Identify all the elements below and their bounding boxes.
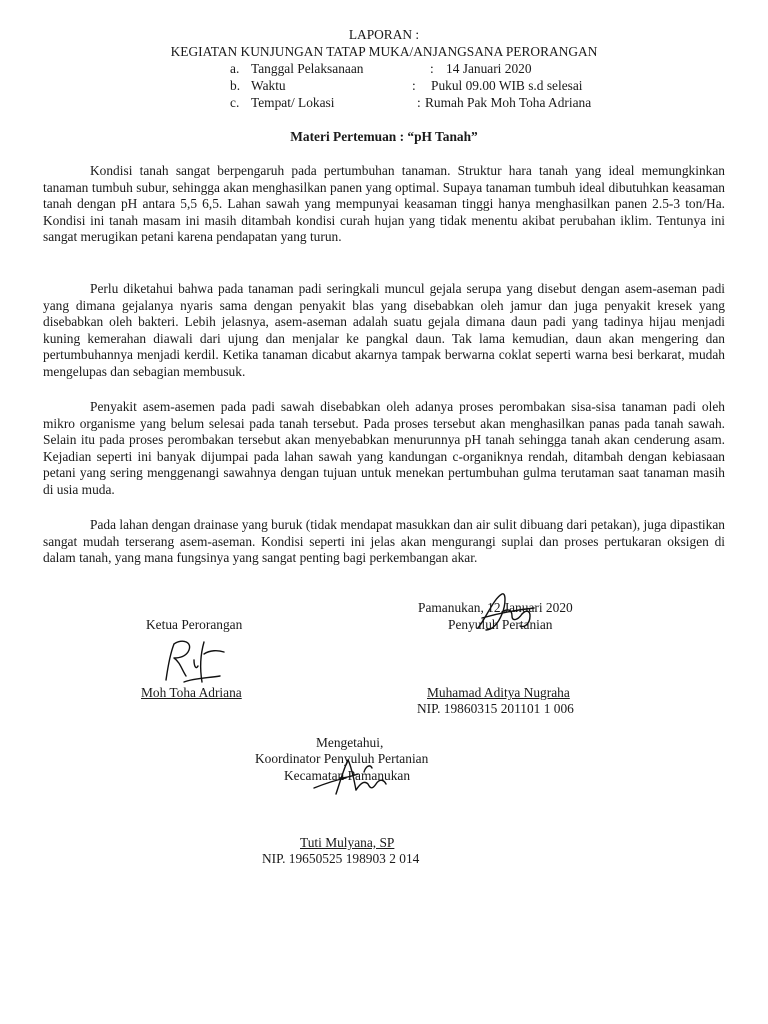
detail-separator: : — [430, 61, 434, 76]
detail-label: Tempat/ Lokasi — [251, 95, 335, 110]
left-signer-name: Moh Toha Adriana — [141, 685, 242, 700]
detail-value: Pukul 09.00 WIB s.d selesai — [431, 78, 583, 93]
detail-marker: c. — [230, 95, 240, 110]
coordinator-nip: NIP. 19650525 198903 2 014 — [262, 851, 420, 866]
detail-value: Rumah Pak Moh Toha Adriana — [425, 95, 592, 110]
right-signature-image — [472, 588, 538, 634]
detail-marker: b. — [230, 78, 241, 93]
right-signer-nip: NIP. 19860315 201101 1 006 — [417, 701, 574, 716]
report-title: LAPORAN : — [348, 27, 420, 42]
coordinator-office: Kecamatan Pamanukan — [284, 768, 411, 783]
body-paragraph: Pada lahan dengan drainase yang buruk (tidak mendapat masukkan dan air sulit dibuang dari petakan), juga dipastikan sangat mudah terserang asem-aseman. Kondisi seperti ini jelas akan mengurangi suplai dan proses pertukaran oksigen di dalam tanah, yang mana fungsinya yang sangat penting bagi perkembangan akar. — [43, 517, 725, 566]
detail-label: Tanggal Pelaksanaan — [251, 61, 364, 76]
report-subtitle: KEGIATAN KUNJUNGAN TATAP MUKA/ANJANGSANA PERORANGAN — [170, 44, 598, 59]
meeting-topic: Materi Pertemuan : “pH Tanah” — [290, 129, 478, 144]
body-paragraph: Perlu diketahui bahwa pada tanaman padi seringkali muncul gejala serupa yang disebut dengan asem-aseman padi yang dimana gejalanya nyaris sama dengan penyakit blas yang disebabkan oleh jamur dan juga penyakit kresek yang disebabkan oleh bakteri. Lebih jelasnya, asem-aseman adalah suatu gejala dimana daun padi yang tadinya hijau menjadi kuning kemerahan diawali dari ujung dan menjalar ke pangkal daun. Tak lama kemudian, daun akan mengering dan pertumbuhannya menjadi kerdil. Ketika tanaman dicabut akarnya tampak berwarna coklat seperti warna besi berkarat, mudah mengelupas dan sebagian membusuk. — [43, 281, 725, 379]
coordinator-signature-image — [310, 754, 390, 800]
right-signer-name: Muhamad Aditya Nugraha — [427, 685, 570, 700]
detail-label: Waktu — [251, 78, 286, 93]
left-signer-role: Ketua Perorangan — [146, 617, 243, 632]
body-paragraph: Penyakit asem-asemen pada padi sawah disebabkan oleh adanya proses perombakan sisa-sisa tanaman padi oleh mikro organisme yang belum selesai pada tanah tersebut. Pada proses tersebut akan menghasilkan panas pada tanah sawah. Selain itu pada proses perombakan tersebut akan menyebabkan menurunnya pH tanah sehingga tanah akan cenderung asam. Kejadian seperti ini banyak dijumpai pada lahan sawah yang kandungan c-organiknya rendah, ditambah dengan kebiasaan petani yang sering menggenangi sawahnya dengan tujuan untuk menekan pertumbuhan gulma terutaman saat tanaman masih di usia muda. — [43, 399, 725, 497]
right-signer-role: Penyuluh Pertanian — [448, 617, 553, 632]
coordinator-role: Koordinator Penyuluh Pertanian — [255, 751, 429, 766]
detail-marker: a. — [230, 61, 240, 76]
coordinator-name: Tuti Mulyana, SP — [300, 835, 395, 850]
detail-value: 14 Januari 2020 — [446, 61, 532, 76]
left-signature-image — [160, 636, 230, 686]
body-paragraph: Kondisi tanah sangat berpengaruh pada pertumbuhan tanaman. Struktur hara tanah yang ideal memungkinkan tanaman tumbuh subur, sehingga akan menghasilkan panen yang optimal. Supaya tanaman tumbuh ideal dibutuhkan keasaman tanah dengan pH antara 5,5 6,5. Lahan sawah yang mempunyai keasaman tinggi hanya menghasilkan panen 2.5-3 ton/Ha. Kondisi ini tanah masam ini masih ditambah kondisi curah hujan yang tidak menentu akibat perubahan iklim. Tentunya ini sangat merugikan petani karena pendapatan yang turun. — [43, 163, 725, 245]
detail-separator: : — [417, 95, 421, 110]
acknowledge-label: Mengetahui, — [316, 735, 384, 750]
place-date: Pamanukan, 12 Januari 2020 — [418, 600, 573, 615]
detail-separator: : — [412, 78, 416, 93]
